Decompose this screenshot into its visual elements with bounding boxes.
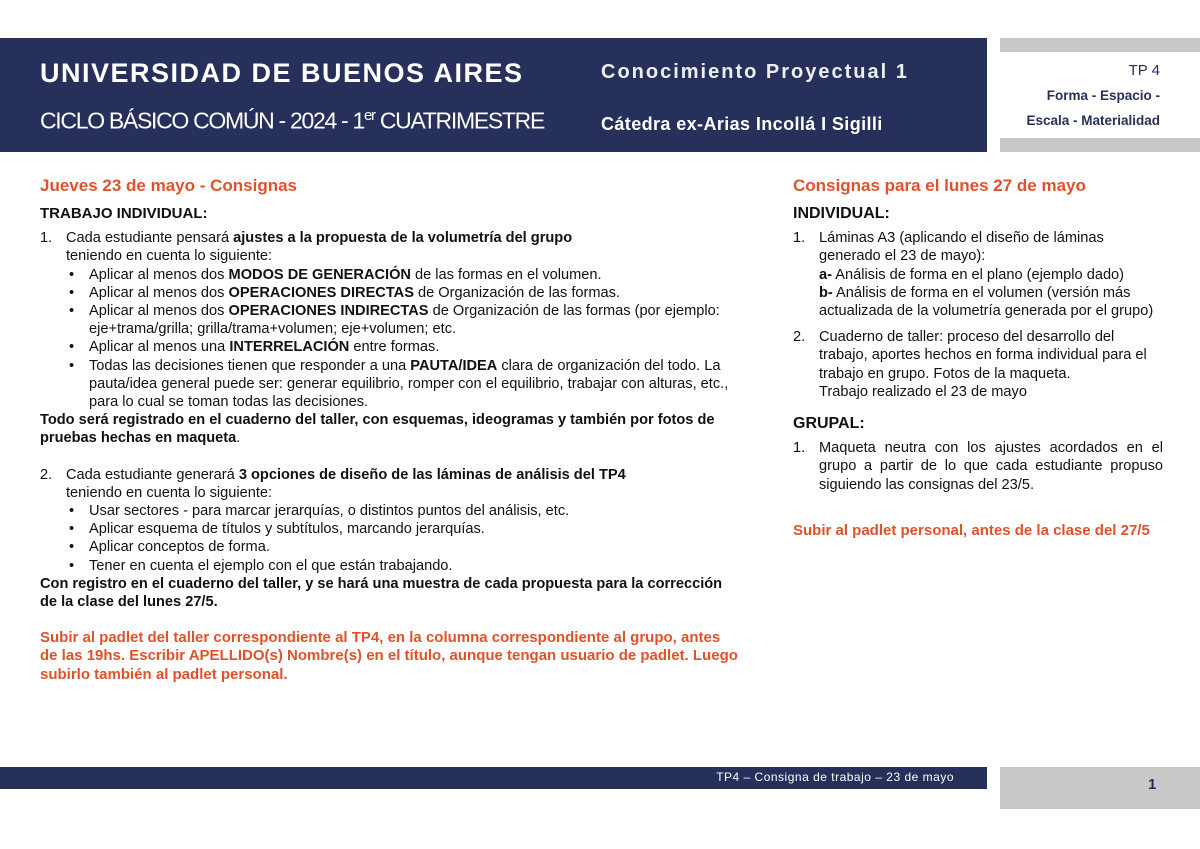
catedra-title: Cátedra ex-Arias Incollá I Sigilli: [601, 114, 883, 134]
footer-caption: TP4 – Consigna de trabajo – 23 de mayo: [716, 770, 954, 784]
item1-bullets: [66, 266, 740, 412]
note-sample: Con registro en el cuaderno del taller, y se hará una muestra de cada propuesta para la corrección de la clase del lunes 27/5.: [40, 575, 723, 611]
left-section-title: Jueves 23 de mayo - Consignas: [40, 176, 297, 195]
bullet-item: • Aplicar conceptos de forma.: [66, 538, 740, 556]
list-item-1: 1. Maqueta neutra con los ajustes acordados en el grupo a partir de lo que cada estudiante propuso siguiendo las consignas del 23/5.: [793, 440, 1163, 493]
tp-topic-line1: Forma - Espacio -: [1046, 88, 1160, 103]
individual-heading: INDIVIDUAL:: [793, 205, 890, 222]
top-right-grey-bar: [1000, 38, 1200, 52]
left-column: [40, 176, 740, 684]
list-item-1: 1. Láminas A3 (aplicando el diseño de láminas generado el 23 de mayo): a- Análisis de forma en el plano (ejemplo dado) b- Análisis de forma en el volumen (versión más actualizada de la volumetría generada por el grupo): [793, 230, 1154, 320]
item2-bullets: [66, 502, 740, 575]
bullet-item: • Aplicar al menos dos OPERACIONES DIRECTAS de Organización de las formas.: [66, 284, 740, 302]
footer-grey-bar: [1000, 767, 1200, 809]
page-number: 1: [1148, 776, 1157, 793]
footer-band: [0, 767, 987, 789]
list-item-2: 2. Cada estudiante generará 3 opciones de diseño de las láminas de análisis del TP4 teniendo en cuenta lo siguiente: • Usar sectores - para marcar jerarquías, o distintos puntos del análisis, etc. • Aplicar esquema de títulos y subtítulos, marcando jerarquías. • Aplicar conceptos de forma. • Tener en cuenta el ejemplo con el que están trabajando.: [40, 466, 740, 575]
left-numbered-list: [40, 229, 740, 411]
bullet-item: • Aplicar esquema de títulos y subtítulos, marcando jerarquías.: [66, 520, 740, 538]
bullet-item: • Todas las decisiones tienen que responder a una PAUTA/IDEA clara de organización del todo. La pauta/idea general puede ser: generar equilibrio, romper con el equilibrio, trabajar con alturas, etc., para lo cual se toman todas las decisiones.: [66, 357, 740, 412]
bullet-item: • Aplicar al menos una INTERRELACIÓN entre formas.: [66, 338, 740, 356]
university-title: UNIVERSIDAD DE BUENOS AIRES: [40, 58, 524, 88]
left-numbered-list-2: [40, 466, 740, 575]
bullet-item: • Tener en cuenta el ejemplo con el que están trabajando.: [66, 557, 740, 575]
right-section-title: Consignas para el lunes 27 de mayo: [793, 176, 1086, 195]
bullet-item: • Usar sectores - para marcar jerarquías, o distintos puntos del análisis, etc.: [66, 502, 740, 520]
top-right-grey-bar-bottom: [1000, 138, 1200, 152]
right-column: [793, 176, 1163, 540]
individual-work-heading: TRABAJO INDIVIDUAL:: [40, 205, 208, 222]
group-heading: GRUPAL:: [793, 415, 865, 433]
tp-topic-line2: Escala - Materialidad: [1026, 113, 1160, 128]
bullet-item: • Aplicar al menos dos MODOS DE GENERACIÓN de las formas en el volumen.: [66, 266, 740, 284]
tp-label: TP 4: [1128, 62, 1160, 79]
upload-instruction: Subir al padlet del taller correspondiente al TP4, en la columna correspondiente al grupo, antes de las 19hs. Escribir APELLIDO(s) Nombre(s) en el título, aunque tengan usuario de padlet. Luego subirlo también al padlet personal.: [40, 629, 738, 683]
list-item-2: 2. Cuaderno de taller: proceso del desarrollo del trabajo, aportes hechos en forma individual para el trabajo en grupo. Fotos de la maqueta. Trabajo realizado el 23 de mayo: [793, 329, 1147, 400]
cycle-subtitle: CICLO BÁSICO COMÚN - 2024 - 1er CUATRIMESTRE: [40, 107, 544, 134]
right-upload-instruction: Subir al padlet personal, antes de la clase del 27/5: [793, 521, 1150, 539]
note-registration: Todo será registrado en el cuaderno del taller, con esquemas, ideogramas y también por fotos de pruebas hechas en maqueta.: [40, 412, 715, 447]
course-title: Conocimiento Proyectual 1: [601, 61, 909, 83]
right-group-list: [793, 439, 1163, 494]
bullet-item: • Aplicar al menos dos OPERACIONES INDIRECTAS de Organización de las formas (por ejemplo: eje+trama/grilla; grilla/trama+volumen; eje+volumen; etc.: [66, 302, 740, 338]
right-individual-list: [793, 229, 1163, 401]
list-item-1: 1. Cada estudiante pensará ajustes a la propuesta de la volumetría del grupo teniendo en cuenta lo siguiente: • Aplicar al menos dos MODOS DE GENERACIÓN de las formas en el volumen. • Aplicar al menos dos OPERACIONES DIRECTAS de Organización de las formas. • Aplicar al menos dos OPERACIONES INDIRECTAS de Organización de las formas (por ejemplo: eje+trama/grilla; grilla/trama+volumen; eje+volumen; etc. • Aplicar al menos una INTERRELACIÓN entre formas. • Todas las decisiones tienen que responder a una PAUTA/IDEA clara de organización del todo. La pauta/idea general puede ser: generar equilibrio, romper con el equilibrio, trabajar con alturas, etc., para lo cual se toman todas las decisiones.: [40, 229, 740, 411]
